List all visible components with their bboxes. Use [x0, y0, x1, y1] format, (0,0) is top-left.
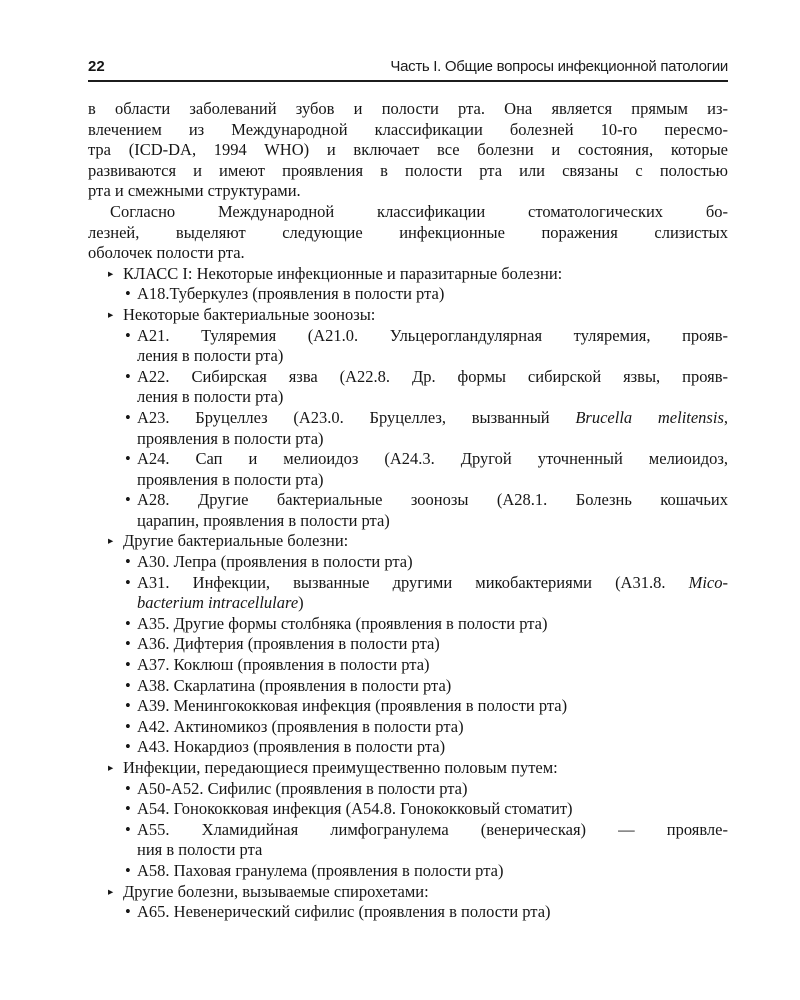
body-text: A55. Хламидийная лимфогранулема (венерическая) — проявле- [137, 819, 728, 839]
bullet-marker-icon: • [125, 552, 131, 572]
running-header [88, 54, 728, 82]
list-item-level2 [88, 779, 728, 800]
bullet-marker-icon: • [125, 407, 131, 427]
bullet-marker-icon: • [125, 490, 131, 510]
list-item-level1 [88, 264, 728, 285]
body-text: проявления в полости рта) [137, 428, 324, 448]
body-text: , [723, 407, 728, 427]
body-text: A36. Дифтерия (проявления в полости рта) [137, 634, 440, 654]
paragraph-line [88, 223, 728, 244]
body-text: КЛАСС I: Некоторые инфекционные и паразитарные болезни: [123, 263, 563, 283]
list-item-level2 [88, 326, 728, 347]
body-text: A50-A52. Сифилис (проявления в полости рта) [137, 778, 468, 798]
italic-text: bacterium intracellulare [137, 593, 299, 613]
paragraph-line [88, 99, 728, 120]
body-text: Другие болезни, вызываемые спирохетами: [123, 881, 429, 901]
list-item-level2 [88, 552, 728, 573]
list-item-level2 [88, 820, 728, 841]
bullet-marker-icon: • [125, 799, 131, 819]
list-item-level2 [88, 593, 728, 614]
body-text: A31. Инфекции, вызванные другими микобактериями (A31.8. [137, 572, 689, 592]
list-item-level2 [88, 470, 728, 491]
list-item-level2 [88, 902, 728, 923]
body-text: A54. Гонококковая инфекция (A54.8. Гонококковый стоматит) [137, 799, 573, 819]
body-text: A30. Лепра (проявления в полости рта) [137, 552, 413, 572]
body-text: A24. Сап и мелиоидоз (A24.3. Другой уточненный мелиоидоз, [137, 449, 728, 469]
triangle-marker-icon: ▸ [108, 762, 114, 774]
list-item-level2 [88, 511, 728, 532]
body-text: проявления в полости рта) [137, 469, 324, 489]
bullet-marker-icon: • [125, 778, 131, 798]
body-text: Согласно Международной классификации стоматологических бо- [110, 201, 728, 221]
body-text: A18.Туберкулез (проявления в полости рта) [137, 284, 445, 304]
bullet-marker-icon: • [125, 284, 131, 304]
list-item-level2 [88, 799, 728, 820]
body-text: развиваются и имеют проявления в полости рта или связаны с полостью [88, 160, 728, 180]
list-item-level2 [88, 573, 728, 594]
bullet-marker-icon: • [125, 449, 131, 469]
page-body [88, 99, 728, 923]
list-item-level2 [88, 408, 728, 429]
bullet-marker-icon: • [125, 572, 131, 592]
body-text: Другие бактериальные болезни: [123, 531, 349, 551]
triangle-marker-icon: ▸ [108, 885, 114, 898]
paragraph-line [88, 243, 728, 264]
body-text: ) [298, 593, 304, 613]
body-text: A37. Коклюш (проявления в полости рта) [137, 655, 430, 675]
list-item-level2 [88, 367, 728, 388]
bullet-marker-icon: • [125, 634, 131, 654]
list-item-level1 [88, 531, 728, 552]
bullet-marker-icon: • [125, 366, 131, 386]
list-item-level2 [88, 737, 728, 758]
bullet-marker-icon: • [125, 696, 131, 716]
body-text: царапин, проявления в полости рта) [137, 510, 390, 530]
list-item-level2 [88, 696, 728, 717]
list-item-level2 [88, 840, 728, 861]
italic-text: Mico- [688, 572, 728, 592]
body-text: тра (ICD-DA, 1994 WHO) и включает все болезни и состояния, которые [88, 140, 728, 160]
list-item-level1 [88, 758, 728, 779]
list-item-level2 [88, 861, 728, 882]
triangle-marker-icon: ▸ [108, 267, 114, 280]
body-text: Инфекции, передающиеся преимущественно половым путем: [123, 758, 558, 777]
bullet-marker-icon: • [125, 613, 131, 633]
paragraph-line [88, 202, 728, 223]
body-text: A22. Сибирская язва (A22.8. Др. формы сибирской язвы, прояв- [137, 366, 728, 386]
body-text: рта и смежными структурами. [88, 181, 301, 201]
body-text: ния в полости рта [137, 840, 263, 860]
bullet-marker-icon: • [125, 860, 131, 880]
bullet-marker-icon: • [125, 902, 131, 922]
body-text: лезней, выделяют следующие инфекционные поражения слизистых [88, 222, 728, 242]
body-text: оболочек полости рта. [88, 243, 245, 263]
chapter-title: Часть I. Общие вопросы инфекционной патологии [390, 58, 728, 75]
body-text: в области заболеваний зубов и полости рта. Она является прямым из- [88, 99, 728, 118]
triangle-marker-icon: ▸ [108, 308, 114, 321]
body-text: ления в полости рта) [137, 346, 284, 366]
body-text: A43. Нокардиоз (проявления в полости рта) [137, 737, 446, 757]
body-text: ления в полости рта) [137, 387, 284, 407]
list-item-level2 [88, 676, 728, 697]
list-item-level2 [88, 655, 728, 676]
paragraph-line [88, 181, 728, 202]
triangle-marker-icon: ▸ [108, 535, 114, 548]
paragraph-line [88, 161, 728, 182]
body-text: A23. Бруцеллез (A23.0. Бруцеллез, вызванный [137, 407, 576, 427]
list-item-level2 [88, 429, 728, 450]
list-item-level2 [88, 634, 728, 655]
paragraph-line [88, 140, 728, 161]
bullet-marker-icon: • [125, 325, 131, 345]
italic-text: Brucella melitensis [575, 407, 724, 427]
list-item-level2 [88, 284, 728, 305]
body-text: A35. Другие формы столбняка (проявления в полости рта) [137, 613, 548, 633]
body-text: Некоторые бактериальные зоонозы: [123, 304, 376, 324]
paragraph-line [88, 120, 728, 141]
body-text: A38. Скарлатина (проявления в полости рта) [137, 675, 452, 695]
body-text: A39. Менингококковая инфекция (проявления в полости рта) [137, 696, 568, 716]
body-text: A65. Невенерический сифилис (проявления в полости рта) [137, 902, 551, 922]
bullet-marker-icon: • [125, 737, 131, 757]
body-text: A28. Другие бактериальные зоонозы (A28.1. Болезнь кошачьих [137, 490, 728, 510]
body-text: A42. Актиномикоз (проявления в полости рта) [137, 716, 464, 736]
list-item-level2 [88, 449, 728, 470]
list-item-level2 [88, 490, 728, 511]
list-item-level2 [88, 614, 728, 635]
bullet-marker-icon: • [125, 819, 131, 839]
page-number: 22 [88, 58, 105, 75]
list-item-level1 [88, 305, 728, 326]
list-item-level1 [88, 882, 728, 903]
body-text: A21. Туляремия (A21.0. Ульцерогландулярная туляремия, прояв- [137, 325, 728, 345]
body-text: влечением из Международной классификации болезней 10-го пересмо- [88, 119, 728, 139]
list-item-level2 [88, 387, 728, 408]
body-text: A58. Паховая гранулема (проявления в полости рта) [137, 860, 504, 880]
bullet-marker-icon: • [125, 655, 131, 675]
bullet-marker-icon: • [125, 675, 131, 695]
list-item-level2 [88, 346, 728, 367]
bullet-marker-icon: • [125, 716, 131, 736]
list-item-level2 [88, 717, 728, 738]
